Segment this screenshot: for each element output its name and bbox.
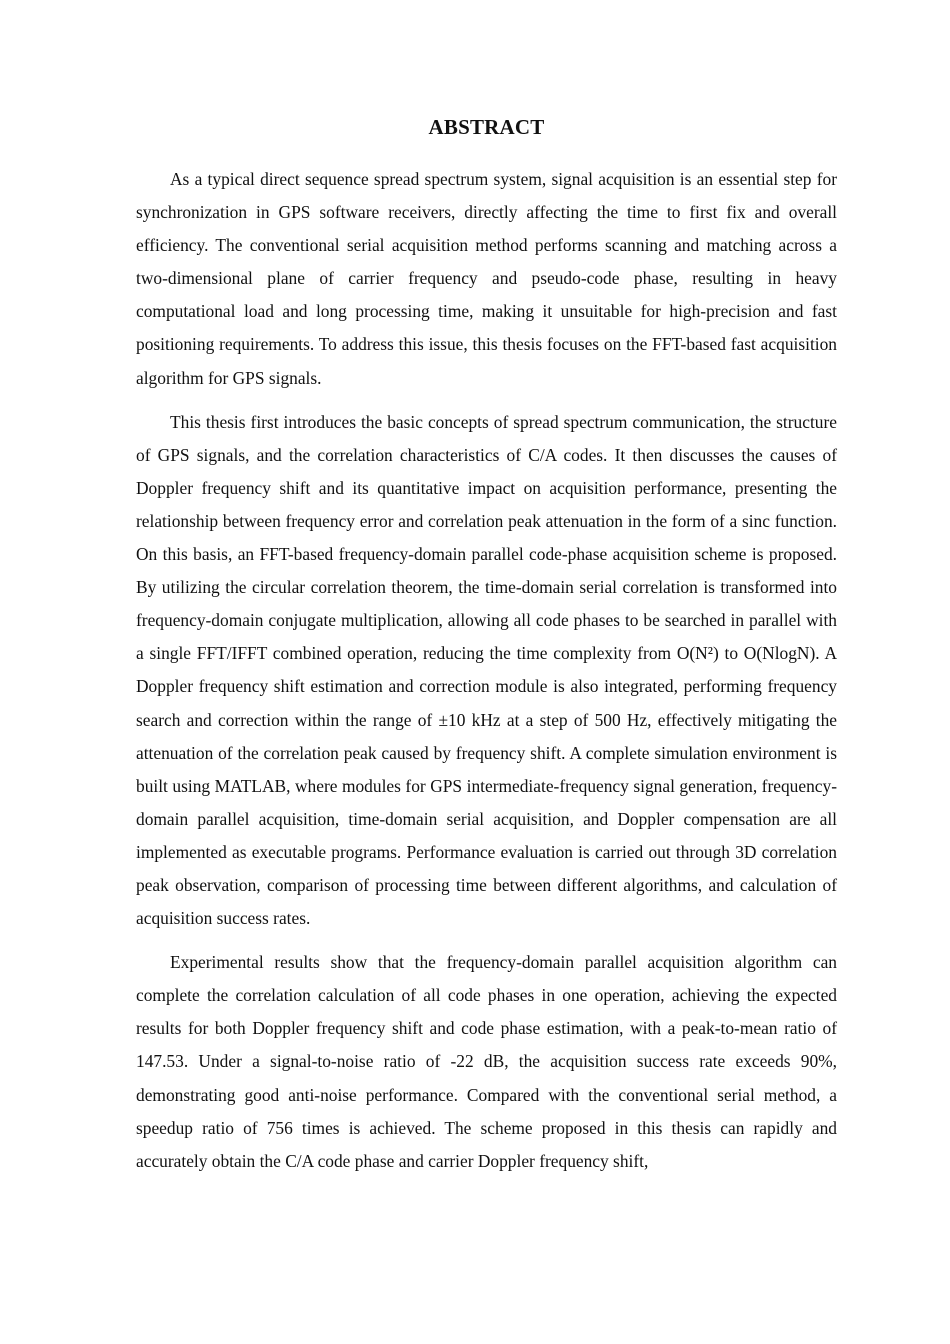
abstract-paragraph-1: As a typical direct sequence spread spectrum system, signal acquisition is an essential step for synchronization in GPS software receivers, directly affecting the time to first fix and overall efficiency. The conventional serial acquisition method performs scanning and matching across a two-dimensional plane of carrier frequency and pseudo-code phase, resulting in heavy computational load and long processing time, making it unsuitable for high-precision and fast positioning requirements. To address this issue, this thesis focuses on the FFT-based fast acquisition algorithm for GPS signals.	[136, 169, 837, 388]
abstract-paragraph-3: Experimental results show that the frequency-domain parallel acquisition algorithm can complete the correlation calculation of all code phases in one operation, achieving the expected results for both Doppler frequency shift and code phase estimation, with a peak-to-mean ratio of 147.53. Under a signal-to-noise ratio of -22 dB, the acquisition success rate exceeds 90%, demonstrating good anti-noise performance. Compared with the conventional serial method, a speedup ratio of 756 times is achieved. The scheme proposed in this thesis can rapidly and accurately obtain the C/A code phase and carrier Doppler frequency shift,	[136, 952, 837, 1171]
document-page	[136, 104, 837, 1189]
abstract-title: ABSTRACT	[428, 115, 545, 139]
abstract-paragraph-2: This thesis first introduces the basic concepts of spread spectrum communication, the structure of GPS signals, and the correlation characteristics of C/A codes. It then discusses the causes of Doppler frequency shift and its quantitative impact on acquisition performance, presenting the relationship between frequency error and correlation peak attenuation in the form of a sinc function. On this basis, an FFT-based frequency-domain parallel code-phase acquisition scheme is proposed. By utilizing the circular correlation theorem, the time-domain serial correlation is transformed into frequency-domain conjugate multiplication, allowing all code phases to be searched in parallel with a single FFT/IFFT combined operation, reducing the time complexity from O(N²) to O(NlogN). A Doppler frequency shift estimation and correction module is also integrated, performing frequency search and correction within the range of ±10 kHz at a step of 500 Hz, effectively mitigating the attenuation of the correlation peak caused by frequency shift. A complete simulation environment is built using MATLAB, where modules for GPS intermediate-frequency signal generation, frequency-domain parallel acquisition, time-domain serial acquisition, and Doppler compensation are all implemented as executable programs. Performance evaluation is carried out through 3D correlation peak observation, comparison of processing time between different algorithms, and calculation of acquisition success rates.	[136, 411, 837, 929]
